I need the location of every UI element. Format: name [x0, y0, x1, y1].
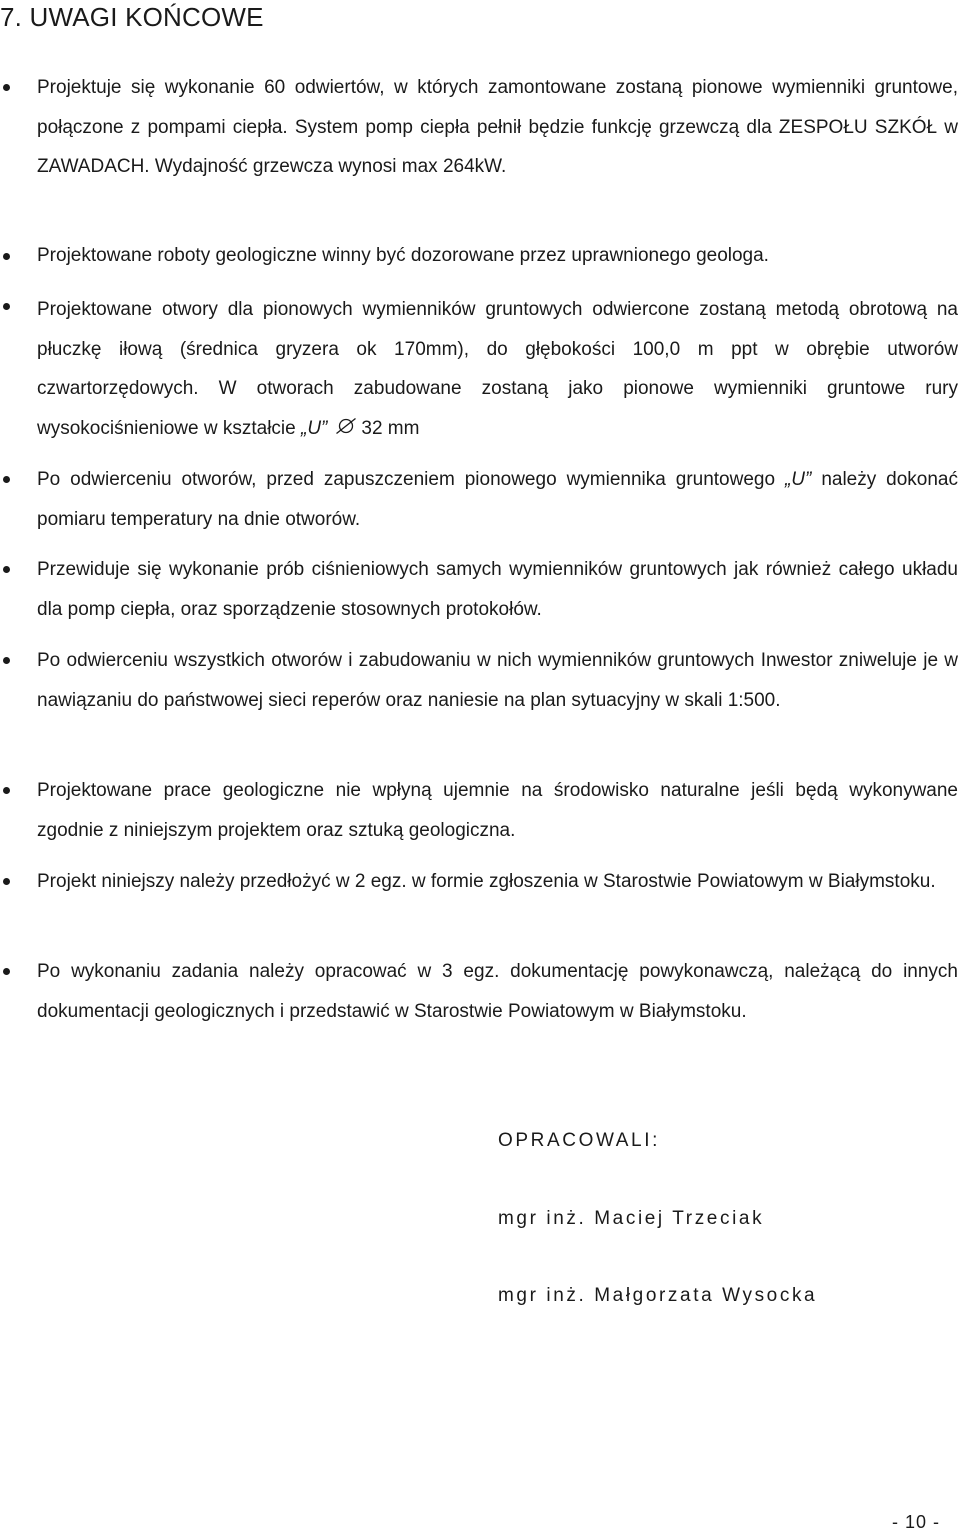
list-item	[37, 290, 958, 448]
bullet-dot-icon	[3, 878, 10, 885]
list-item: Po wykonaniu zadania należy opracować w 3 egz. dokumentację powykonawczą, należącą do innych dokumentacji geologicznych i przedstawić w Starostwie Powiatowym w Białymstoku.	[37, 961, 958, 1022]
list-item: Projekt niniejszy należy przedłożyć w 2 egz. w formie zgłoszenia w Starostwie Powiatowym w Białymstoku.	[37, 871, 936, 892]
list-item: Po odwierceniu wszystkich otworów i zabudowaniu w nich wymienników gruntowych Inwestor zniweluje je w nawiązaniu do państwowej sieci reperów oraz naniesie na plan sytuacyjny w skali 1:500.	[37, 650, 958, 711]
signature-label: OPRACOWALI:	[498, 1130, 660, 1151]
bullet-dot-icon	[3, 303, 10, 310]
bullet-dot-icon	[3, 657, 10, 664]
bullet-dot-icon	[3, 84, 10, 91]
bullet-dot-icon	[3, 253, 10, 260]
list-item	[37, 460, 958, 539]
list-item-text: Projektowane otwory dla pionowych wymienników gruntowych odwiercone zostaną metodą obrotową na płuczkę iłową (średnica gryzera ok 170mm), do głębokości 100,0 m ppt w obrębie utworów czwartorzędowych. W otworach zabudowane zostaną jako pionowe wymienniki gruntowe rury wysokociśnieniowe w kształcie	[37, 299, 958, 439]
bullet-dot-icon	[3, 968, 10, 975]
list-item-text: 32 mm	[361, 417, 420, 439]
bullet-dot-icon	[3, 476, 10, 483]
list-item: Projektowane roboty geologiczne winny być dozorowane przez uprawnionego geologa.	[37, 245, 769, 266]
list-item-text: Po odwierceniu otworów, przed zapuszczeniem pionowego wymiennika gruntowego	[37, 469, 785, 490]
list-item-text: należy dokonać pomiaru temperatury na dnie otworów.	[37, 469, 958, 530]
page-number: - 10 -	[891, 1512, 940, 1532]
list-item: Projektowane prace geologiczne nie wpłyną ujemnie na środowisko naturalne jeśli będą wykonywane zgodnie z niniejszym projektem oraz sztuką geologiczna.	[37, 780, 958, 841]
list-item: Przewiduje się wykonanie prób ciśnieniowych samych wymienników gruntowych jak również całego układu dla pomp ciepła, oraz sporządzenie stosownych protokołów.	[37, 559, 958, 620]
u-shape-symbol: „U”	[784, 469, 812, 490]
section-heading: 7. UWAGI KOŃCOWE	[0, 2, 264, 32]
u-shape-symbol: „U”	[301, 417, 328, 439]
list-item: Projektuje się wykonanie 60 odwiertów, w których zamontowane zostaną pionowe wymienniki gruntowe, połączone z pompami ciepła. System pomp ciepła pełnił będzie funkcję grzewczą dla ZESPOŁU SZKÓŁ w ZAWADACH. Wydajność grzewcza wynosi max 264kW.	[37, 77, 958, 177]
signature-author: mgr inż. Małgorzata Wysocka	[498, 1285, 818, 1306]
bullet-dot-icon	[3, 787, 10, 794]
signature-author: mgr inż. Maciej Trzeciak	[498, 1208, 765, 1229]
diameter-symbol-icon	[335, 418, 357, 434]
bullet-dot-icon	[3, 566, 10, 573]
